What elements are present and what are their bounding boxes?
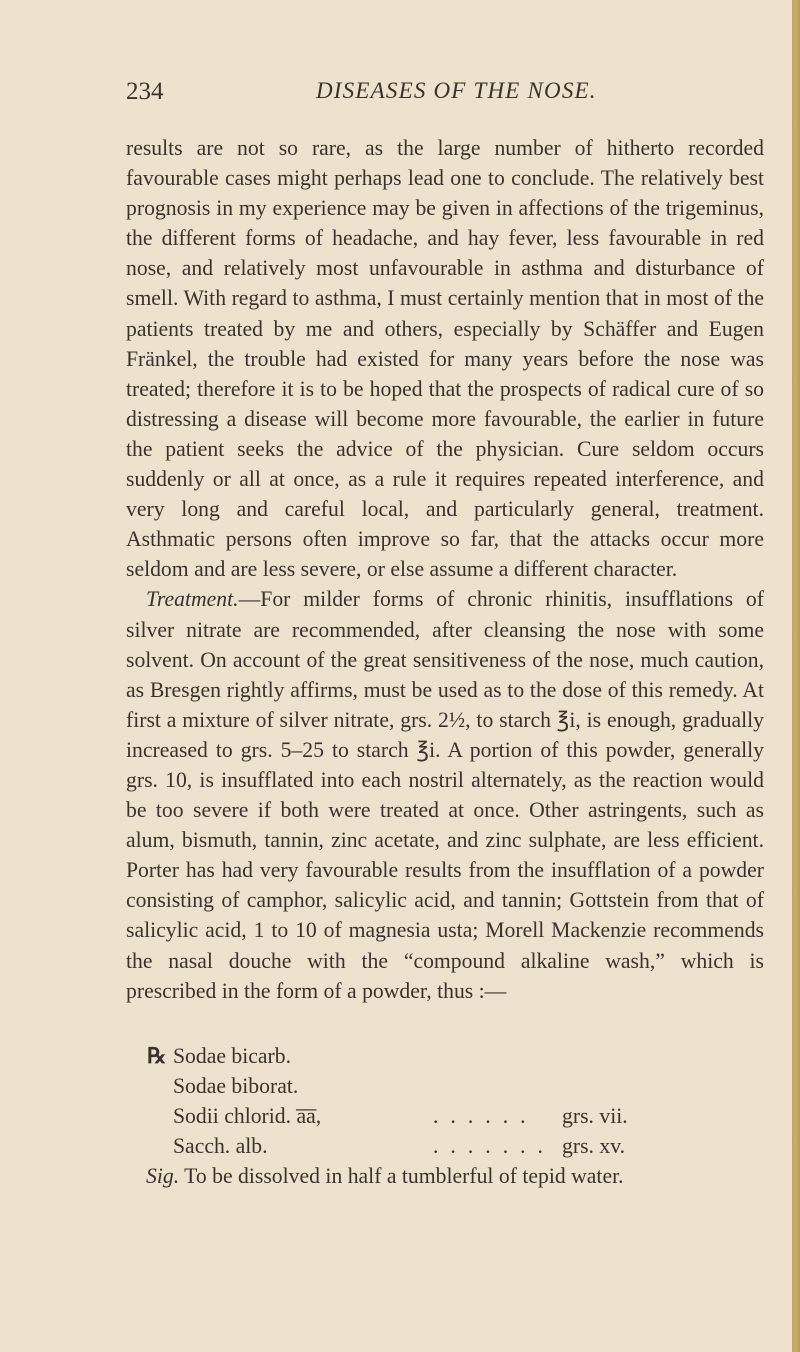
ingredient-name: Sodae bicarb. [173, 1044, 292, 1068]
paragraph-treatment [126, 584, 764, 1005]
page-header [126, 78, 766, 118]
ingredient-name: Sacch. alb. [173, 1134, 268, 1159]
prescription-line [147, 1071, 747, 1101]
treatment-text: —For milder forms of chronic rhinitis, insufflations of silver nitrate are recommended, after cleansing the nose with some solvent. On account of the great sensitiveness of the nose, much caution, as Bresgen rightly affirms, must be used as to the dose of this remedy. At first a mixture of silver nitrate, grs. 2½, to starch ℥i, is enough, gradually increased to grs. 5–25 to starch ℥i. A portion of this powder, generally grs. 10, is insufflated into each nostril alternately, as the reaction would be too severe if both were treated at once. Other astringents, such as alum, bismuth, tannin, zinc acetate, and zinc sulphate, are less efficient. Porter has had very favourable results from the insufflation of a powder consisting of camphor, salicylic acid, and tannin; Gottstein from that of salicylic acid, 1 to 10 of magnesia usta; Morell Mackenzie recommends the nasal douche with the “compound alkaline wash,” which is prescribed in the form of a powder, thus :— [126, 587, 764, 1003]
ingredient-dose: grs. vii. [562, 1104, 628, 1129]
signature-directions [146, 1161, 764, 1191]
paragraph-prognosis: results are not so rare, as the large number of hitherto recorded favourable cases might perhaps lead one to conclude. The relatively best prognosis in my experience may be given in affections of the trigeminus, the different forms of headache, and hay fever, less favourable in red nose, and relatively most unfavourable in asthma and disturbance of smell. With regard to asthma, I must certainly mention that in most of the patients treated by me and others, especially by Schäffer and Eugen Fränkel, the trouble had existed for many years before the nose was treated; therefore it is to be hoped that the prospects of radical cure of so distressing a disease will become more favourable, the earlier in future the patient seeks the advice of the physician. Cure seldom occurs suddenly or all at once, as a rule it requires repeated interference, and very long and careful local, and particularly general, treatment. Asthmatic persons often improve so far, that the attacks occur more seldom and are less severe, or else assume a different character. [126, 136, 764, 582]
ingredient-name: Sodii chlorid. a̅a̅, [173, 1104, 322, 1129]
prescription-line [147, 1131, 747, 1161]
recipe-symbol: ℞ [147, 1044, 167, 1068]
ingredient-dose: grs. xv. [562, 1134, 626, 1159]
page-number: 234 [126, 78, 164, 105]
running-head: DISEASES OF THE NOSE. [316, 78, 597, 103]
prescription-line [147, 1101, 747, 1131]
sig-text: To be dissolved in half a tumblerful of tepid water. [179, 1164, 624, 1188]
treatment-heading: Treatment. [146, 587, 239, 612]
leader-dots: ....... [433, 1134, 555, 1159]
leader-dots: ...... [433, 1104, 538, 1129]
ingredient-name: Sodae biborat. [173, 1074, 299, 1099]
body-text [126, 133, 764, 1006]
prescription-line [147, 1041, 747, 1071]
prescription [147, 1041, 747, 1161]
sig-label: Sig. [146, 1164, 180, 1188]
page-edge [792, 0, 800, 1352]
